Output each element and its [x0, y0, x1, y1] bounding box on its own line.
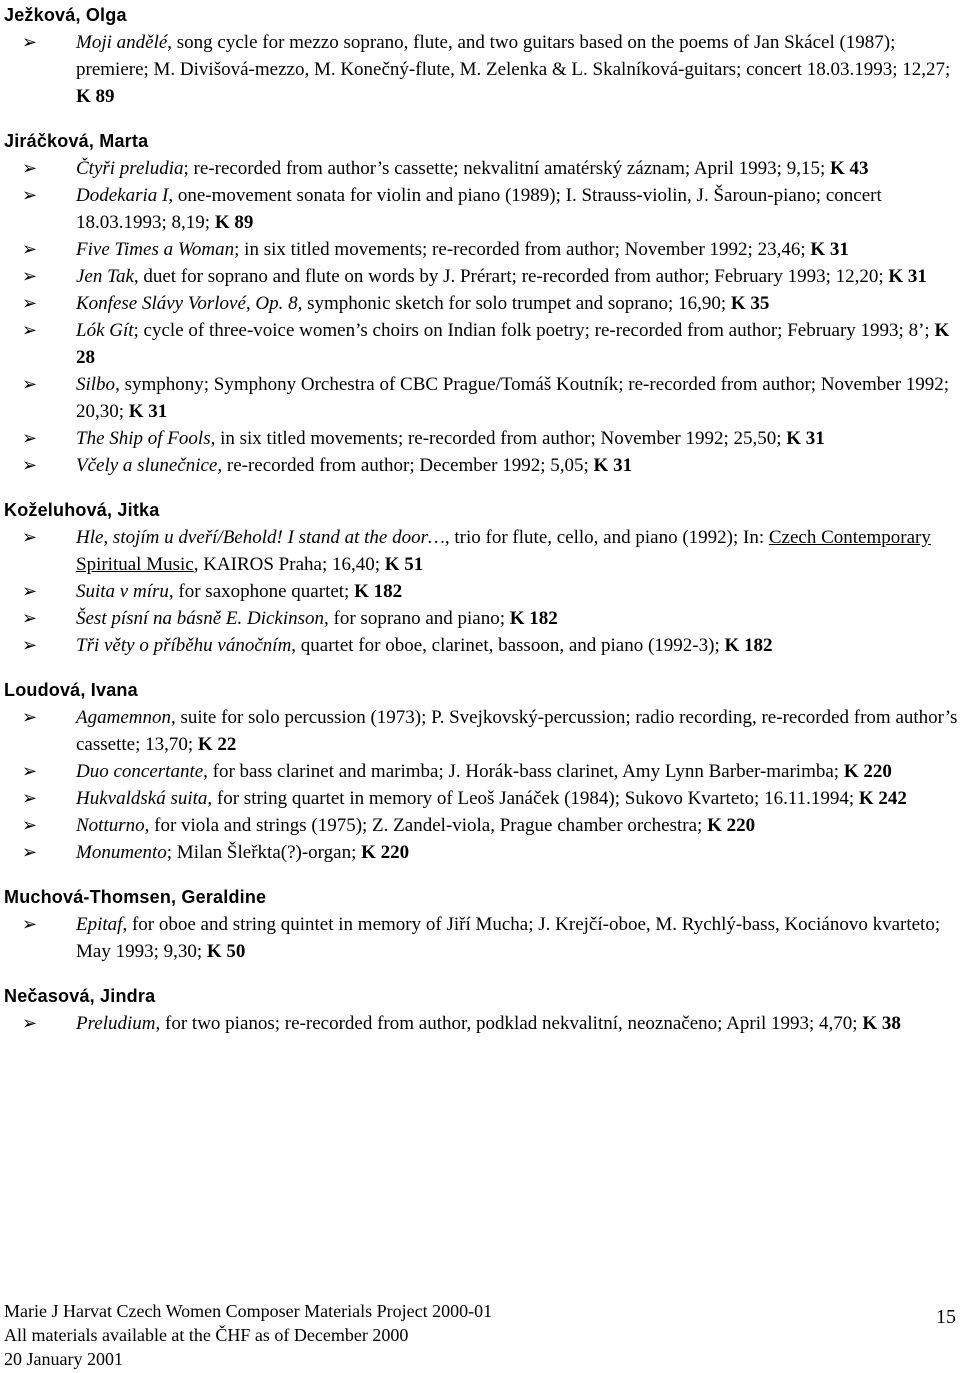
work-title: Preludium: [76, 1013, 156, 1034]
work-description: , for oboe and string quintet in memory of Jiří Mucha; J. Krejčí-oboe, M. Rychlý-bass, Kociánovo kvarteto; May 1993; 9,30;: [76, 914, 941, 962]
work-description: , for bass clarinet and marimba; J. Horák-bass clarinet, Amy Lynn Barber-marimba;: [203, 761, 844, 782]
work-description: , suite for solo percussion (1973); P. Svejkovský-percussion; radio recording, re-recorded from author’s cassette; 13,70;: [76, 707, 958, 755]
work-description: , trio for flute, cello, and piano (1992); In:: [444, 527, 769, 548]
work-description: , for two pianos; re-recorded from author, podklad nekvalitní, neoznačeno; April 1993; 4,70;: [155, 1013, 863, 1034]
footer-project-line: Marie J Harvat Czech Women Composer Materials Project 2000-01: [4, 1301, 493, 1321]
page-footer: [4, 1299, 960, 1371]
catalog-reference: K 28: [76, 320, 950, 368]
work-title: Čtyři preludia: [76, 158, 184, 179]
composer-section: [4, 983, 958, 1037]
work-item: [4, 578, 958, 605]
composer-section: [4, 128, 958, 479]
work-description: , for string quartet in memory of Leoš Janáček (1984); Sukovo Kvarteto; 16.11.1994;: [207, 788, 859, 809]
footer-availability-line: All materials available at the ČHF as of December 2000: [4, 1325, 409, 1345]
work-list: [4, 524, 958, 659]
catalog-reference: K 35: [730, 293, 770, 314]
work-title: Moji andělé: [76, 32, 168, 53]
work-title: Konfese Slávy Vorlové, Op. 8,: [76, 293, 303, 314]
work-title: The Ship of Fools: [76, 428, 211, 449]
work-item: [4, 155, 958, 182]
catalog-reference: K 50: [206, 941, 246, 962]
catalog-reference: K 31: [128, 401, 168, 422]
arrow-bullet-icon: ➢: [22, 239, 38, 260]
catalog-reference: K 31: [810, 239, 849, 260]
work-title: Lók Gít: [76, 320, 134, 341]
catalog-reference: K 220: [843, 761, 892, 782]
work-title: Dodekaria I: [76, 185, 169, 206]
catalog-reference: K 51: [384, 554, 424, 575]
arrow-bullet-icon: ➢: [22, 815, 38, 836]
work-description: ; Milan Šleřkta(?)-organ;: [166, 842, 362, 863]
work-item: [4, 29, 958, 110]
work-item: [4, 371, 958, 425]
composer-name: Jiráčková, Marta: [4, 131, 149, 151]
work-item: [4, 452, 958, 479]
work-title: Monumento: [76, 842, 167, 863]
catalog-reference: K 31: [593, 455, 633, 476]
arrow-bullet-icon: ➢: [22, 1013, 38, 1034]
work-item: [4, 182, 958, 236]
work-description: , for viola and strings (1975); Z. Zandel-viola, Prague chamber orchestra;: [144, 815, 708, 836]
work-description: , for soprano and piano;: [324, 608, 510, 629]
catalog-reference: K 31: [786, 428, 825, 449]
work-item: [4, 263, 958, 290]
arrow-bullet-icon: ➢: [22, 635, 38, 656]
work-title: Včely a slunečnice,: [76, 455, 223, 476]
work-description: ; re-recorded from author’s cassette; nekvalitní amatérský záznam; April 1993; 9,15;: [183, 158, 830, 179]
footer-date-line: 20 January 2001: [4, 1349, 123, 1369]
work-description: , symphony; Symphony Orchestra of CBC Prague/Tomáš Koutník; re-recorded from author; November 1992; 20,30;: [76, 374, 950, 422]
work-item: [4, 317, 958, 371]
composer-name: Nečasová, Jindra: [4, 986, 156, 1006]
work-list: [4, 155, 958, 479]
catalog-reference: K 182: [354, 581, 403, 602]
arrow-bullet-icon: ➢: [22, 527, 38, 548]
work-item: [4, 839, 958, 866]
work-description: re-recorded from author; December 1992; 5,05;: [222, 455, 594, 476]
work-item: [4, 524, 958, 578]
arrow-bullet-icon: ➢: [22, 581, 38, 602]
work-item: [4, 632, 958, 659]
work-item: [4, 704, 958, 758]
work-title: Hle, stojím u dveří/Behold! I stand at the door…: [76, 527, 445, 548]
work-list: [4, 1010, 958, 1037]
composer-name: Koželuhová, Jitka: [4, 500, 160, 520]
arrow-bullet-icon: ➢: [22, 761, 38, 782]
work-title: Jen Tak: [76, 266, 134, 287]
composer-section: [4, 497, 958, 659]
arrow-bullet-icon: ➢: [22, 266, 38, 287]
work-item: [4, 785, 958, 812]
work-item: [4, 425, 958, 452]
work-title: Tři věty o příběhu vánočním: [76, 635, 292, 656]
page-number: 15: [936, 1306, 956, 1328]
work-description: , quartet for oboe, clarinet, bassoon, and piano (1992-3);: [291, 635, 725, 656]
work-description: , one-movement sonata for violin and piano (1989); I. Strauss-violin, J. Šaroun-piano; concert 18.03.1993; 8,19;: [76, 185, 882, 233]
work-description: symphonic sketch for solo trumpet and soprano; 16,90;: [302, 293, 731, 314]
arrow-bullet-icon: ➢: [22, 455, 38, 476]
arrow-bullet-icon: ➢: [22, 320, 38, 341]
work-description: , in six titled movements; re-recorded from author; November 1992; 25,50;: [210, 428, 787, 449]
work-description: , for saxophone quartet;: [168, 581, 355, 602]
composer-section: [4, 2, 958, 110]
work-description: , song cycle for mezzo soprano, flute, and two guitars based on the poems of Jan Skácel (1987); premiere; M. Divišová-mezzo, M. Konečný-flute, M. Zelenka & L. Skalníková-guitars; concert 18.03.1993; 12,27;: [76, 32, 951, 80]
arrow-bullet-icon: ➢: [22, 32, 38, 53]
arrow-bullet-icon: ➢: [22, 608, 38, 629]
catalog-reference: K 182: [509, 608, 558, 629]
work-description: ; in six titled movements; re-recorded from author; November 1992; 23,46;: [234, 239, 811, 260]
work-item: [4, 1010, 958, 1037]
work-description: , KAIROS Praha; 16,40;: [193, 554, 385, 575]
work-title: Notturno: [76, 815, 145, 836]
arrow-bullet-icon: ➢: [22, 788, 38, 809]
work-item: [4, 812, 958, 839]
arrow-bullet-icon: ➢: [22, 914, 38, 935]
catalog-reference: K 43: [830, 158, 869, 179]
work-title: Five Times a Woman: [76, 239, 235, 260]
work-list: [4, 29, 958, 110]
composer-name: Ježková, Olga: [4, 5, 127, 25]
arrow-bullet-icon: ➢: [22, 707, 38, 728]
album-title: Czech Contemporary Spiritual Music: [76, 527, 931, 575]
composer-list: [4, 2, 958, 1055]
catalog-reference: K 220: [707, 815, 756, 836]
composer-name: Loudová, Ivana: [4, 680, 138, 700]
work-item: [4, 605, 958, 632]
arrow-bullet-icon: ➢: [22, 185, 38, 206]
catalog-reference: K 31: [888, 266, 927, 287]
work-item: [4, 758, 958, 785]
composer-name: Muchová-Thomsen, Geraldine: [4, 887, 267, 907]
catalog-reference: K 89: [214, 212, 254, 233]
work-item: [4, 290, 958, 317]
work-item: [4, 911, 958, 965]
work-title: Šest písní na básně E. Dickinson: [76, 608, 325, 629]
arrow-bullet-icon: ➢: [22, 428, 38, 449]
work-list: [4, 704, 958, 866]
catalog-reference: K 242: [858, 788, 907, 809]
work-title: Duo concertante: [76, 761, 204, 782]
work-title: Agamemnon: [76, 707, 171, 728]
work-description: ; cycle of three-voice women’s choirs on Indian folk poetry; re-recorded from author; February 1993; 8’;: [133, 320, 935, 341]
arrow-bullet-icon: ➢: [22, 158, 38, 179]
arrow-bullet-icon: ➢: [22, 293, 38, 314]
arrow-bullet-icon: ➢: [22, 842, 38, 863]
catalog-reference: K 38: [862, 1013, 901, 1034]
catalog-reference: K 182: [724, 635, 773, 656]
catalog-reference: K 220: [361, 842, 410, 863]
work-title: Epitaf: [76, 914, 123, 935]
work-list: [4, 911, 958, 965]
composer-section: [4, 677, 958, 866]
arrow-bullet-icon: ➢: [22, 374, 38, 395]
work-title: Hukvaldská suita: [76, 788, 208, 809]
work-title: Silbo: [76, 374, 116, 395]
work-title: Suita v míru: [76, 581, 169, 602]
catalog-reference: K 89: [76, 86, 115, 107]
work-item: [4, 236, 958, 263]
composer-section: [4, 884, 958, 965]
catalog-reference: K 22: [197, 734, 237, 755]
work-description: , duet for soprano and flute on words by J. Prérart; re-recorded from author; February 1993; 12,20;: [133, 266, 889, 287]
